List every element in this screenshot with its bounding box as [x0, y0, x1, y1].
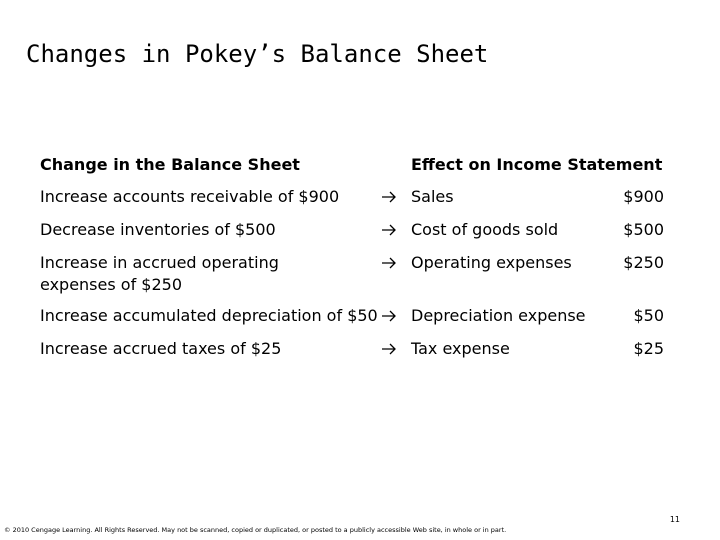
effect-amount: $25	[633, 339, 664, 358]
balance-sheet-change: Increase accumulated depreciation of $50	[40, 306, 378, 325]
column-header-income-statement-effect: Effect on Income Statement	[411, 155, 663, 174]
balance-sheet-change: Increase accrued taxes of $25	[40, 339, 282, 358]
page-number: 11	[669, 515, 680, 524]
column-header-balance-sheet-change: Change in the Balance Sheet	[40, 155, 300, 174]
income-statement-effect: Cost of goods sold	[411, 220, 559, 239]
effect-amount: $50	[633, 306, 664, 325]
arrow-right-icon	[380, 252, 398, 274]
income-statement-effect: Sales	[411, 187, 454, 206]
balance-sheet-change: Decrease inventories of $500	[40, 220, 276, 239]
arrow-right-icon	[380, 186, 398, 208]
income-statement-effect: Tax expense	[411, 339, 510, 358]
copyright-notice: © 2010 Cengage Learning. All Rights Reserved. May not be scanned, copied or duplicated, or posted to a publicly accessible Web site, in whole or in part.	[4, 526, 507, 534]
income-statement-effect: Operating expenses	[411, 253, 572, 272]
arrow-right-icon	[380, 338, 398, 360]
effect-amount: $900	[623, 187, 664, 206]
slide-title: Changes in Pokey’s Balance Sheet	[26, 40, 489, 68]
balance-sheet-change: Increase accounts receivable of $900	[40, 187, 340, 206]
effect-amount: $500	[623, 220, 664, 239]
income-statement-effect: Depreciation expense	[411, 306, 586, 325]
arrow-right-icon	[380, 305, 398, 327]
effect-amount: $250	[623, 253, 664, 272]
arrow-right-icon	[380, 219, 398, 241]
balance-sheet-change: Increase in accrued operating expenses of $250	[40, 253, 279, 294]
